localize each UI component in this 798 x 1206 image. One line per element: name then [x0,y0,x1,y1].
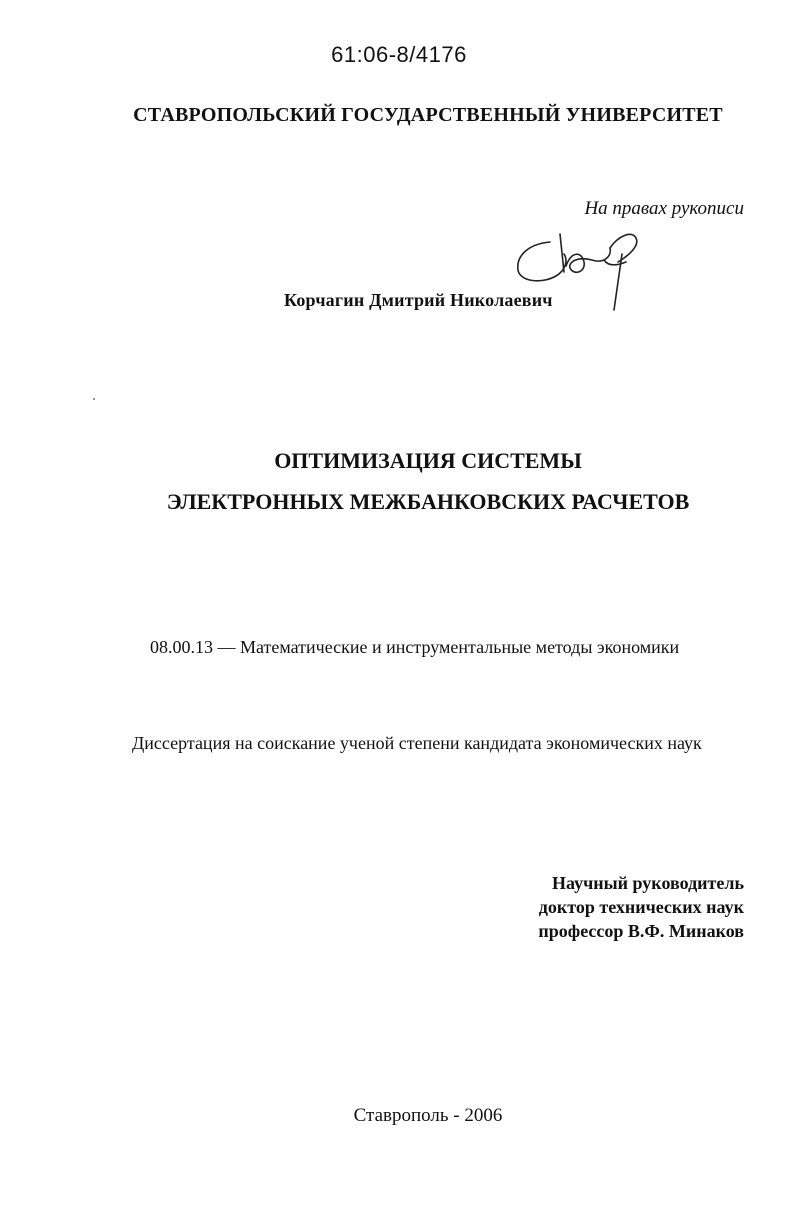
supervisor-line-2: доктор технических наук [538,897,744,917]
author-name: Корчагин Дмитрий Николаевич [284,290,553,310]
scan-speck [93,398,95,400]
specialty-code: 08.00.13 — Математические и инструментальные методы экономики [150,637,680,657]
manuscript-rights-note: На правах рукописи [584,198,744,219]
university-name: СТАВРОПОЛЬСКИЙ ГОСУДАРСТВЕННЫЙ УНИВЕРСИТЕТ [133,104,723,126]
dissertation-title [0,440,798,522]
title-line-1: ОПТИМИЗАЦИЯ СИСТЕМЫ [274,448,582,473]
degree-statement: Диссертация на соискание ученой степени кандидата экономических наук [132,733,702,753]
title-line-2: ЭЛЕКТРОННЫХ МЕЖБАНКОВСКИХ РАСЧЕТОВ [166,489,690,514]
supervisor-line-3: профессор В.Ф. Минаков [538,921,744,941]
city-and-year: Ставрополь - 2006 [353,1105,503,1126]
document-code: 61:06-8/4176 [331,42,467,67]
scientific-supervisor [538,871,744,943]
supervisor-line-1: Научный руководитель [552,873,744,893]
